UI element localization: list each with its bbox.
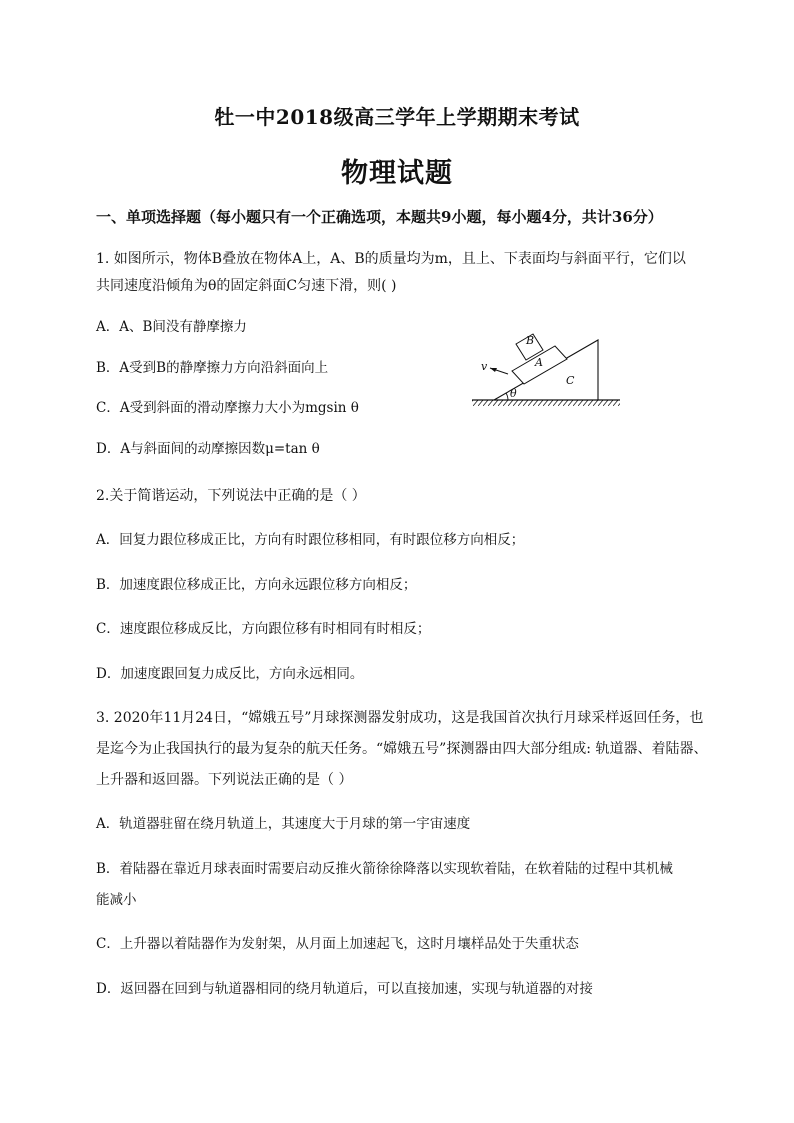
label-b: B	[526, 334, 535, 347]
q3-stem-line1: 3. 2020年11月24日，“嫦娥五号”月球探测器发射成功，这是我国首次执行月球采样返回任务，也	[96, 710, 704, 726]
q2-option-d: D．加速度跟回复力成反比，方向永远相同。	[96, 666, 364, 682]
q1-option-d: D．A与斜面间的动摩擦因数μ=tan θ	[96, 441, 320, 457]
q3-option-b-cont: 能减小	[96, 892, 137, 908]
exam-subject-title: 物理试题	[341, 158, 453, 189]
velocity-arrow-head	[490, 368, 497, 372]
label-c: C	[566, 374, 575, 387]
q1-stem-line2: 共同速度沿倾角为θ的固定斜面C匀速下滑，则( )	[96, 278, 397, 294]
angle-arc	[506, 393, 508, 400]
q1-option-b: B．A受到B的静摩擦力方向沿斜面向上	[96, 360, 329, 376]
q3-stem-line3: 上升器和返回器。下列说法正确的是（ ）	[96, 772, 353, 788]
q2-stem: 2.关于简谐运动，下列说法中正确的是（ ）	[96, 488, 366, 504]
section-heading: 一、单项选择题（每小题只有一个正确选项，本题共9小题，每小题4分，共计36分）	[96, 208, 663, 226]
q2-option-b: B．加速度跟位移成正比，方向永远跟位移方向相反；	[96, 577, 417, 593]
q3-option-d: D．返回器在回到与轨道器相同的绕月轨道后，可以直接加速，实现与轨道器的对接	[96, 981, 593, 997]
label-v: v	[481, 360, 488, 373]
q2-option-a: A．回复力跟位移成正比，方向有时跟位移相同，有时跟位移方向相反；	[96, 532, 525, 548]
q3-option-c: C．上升器以着陆器作为发射架，从月面上加速起飞，这时月壤样品处于失重状态	[96, 936, 579, 952]
q2-option-c: C．速度跟位移成反比，方向跟位移有时相同有时相反；	[96, 621, 431, 637]
q1-option-a: A．A、B间没有静摩擦力	[96, 319, 247, 335]
q1-option-c: C．A受到斜面的滑动摩擦力大小为mgsin θ	[96, 400, 359, 416]
label-a: A	[535, 356, 543, 369]
q3-stem-line2: 是迄今为止我国执行的最为复杂的航天任务。“嫦娥五号”探测器由四大部分组成: 轨道器、着陆器、	[96, 741, 708, 757]
exam-title: 牡一中2018级高三学年上学期期末考试	[214, 105, 580, 129]
ground-hatching	[472, 400, 620, 406]
q3-option-a: A．轨道器驻留在绕月轨道上，其速度大于月球的第一宇宙速度	[96, 816, 471, 832]
q3-option-b: B．着陆器在靠近月球表面时需要启动反推火箭徐徐降落以实现软着陆，在软着陆的过程中其机械	[96, 861, 673, 877]
label-theta: θ	[510, 387, 517, 400]
q1-stem-line1: 1. 如图所示，物体B叠放在物体A上，A、B的质量均为m，且上、下表面均与斜面平行，它们以	[96, 251, 686, 267]
incline-figure	[468, 328, 626, 412]
